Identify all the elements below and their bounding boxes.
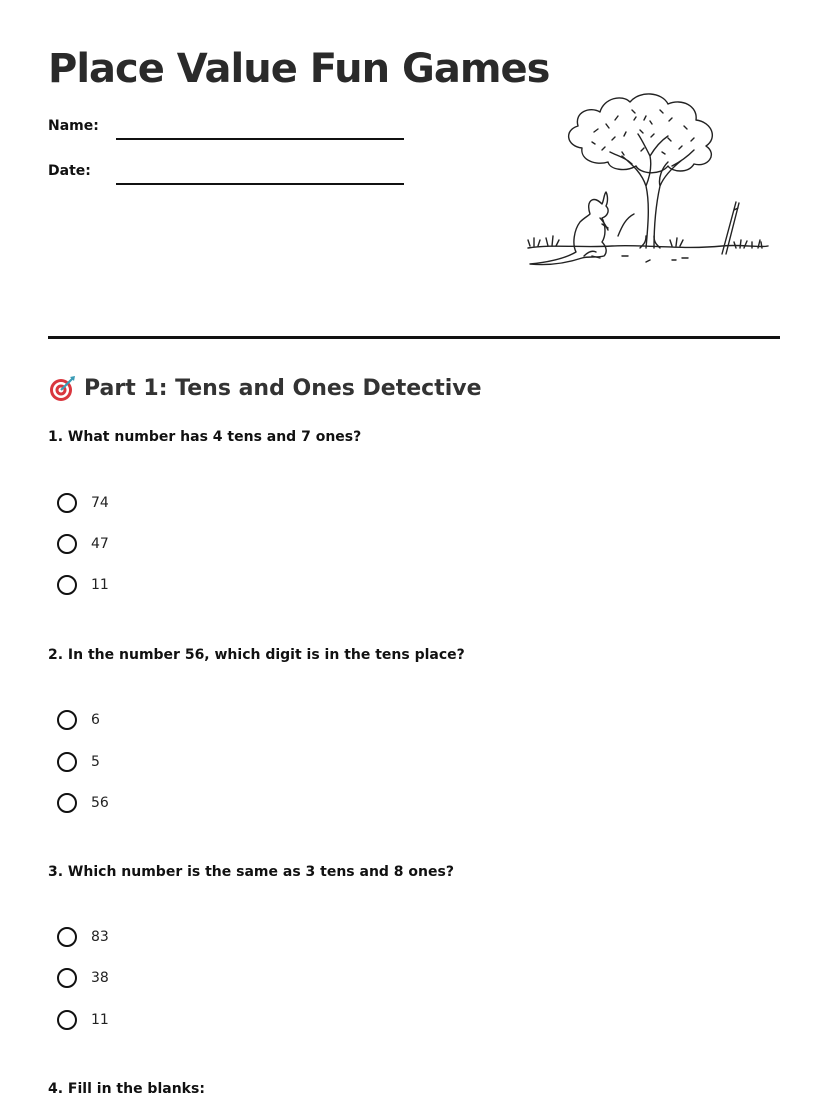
page-title: Place Value Fun Games [48, 46, 550, 92]
question-3: 3. Which number is the same as 3 tens and 8 ones? [48, 864, 454, 880]
date-label: Date: [48, 163, 91, 179]
radio-button[interactable] [57, 710, 77, 730]
section-title: Part 1: Tens and Ones Detective [84, 375, 482, 401]
q1-option-2[interactable] [57, 531, 109, 557]
option-label: 56 [91, 795, 109, 811]
q3-option-3[interactable] [57, 1007, 109, 1033]
option-label: 47 [91, 536, 109, 552]
question-4: 4. Fill in the blanks: [48, 1081, 205, 1097]
radio-button[interactable] [57, 793, 77, 813]
q2-option-3[interactable] [57, 790, 109, 816]
section-heading [48, 374, 482, 402]
q1-option-3[interactable] [57, 572, 109, 598]
radio-button[interactable] [57, 1010, 77, 1030]
name-field[interactable] [116, 138, 404, 140]
radio-button[interactable] [57, 575, 77, 595]
kangaroo-tree-illustration [522, 86, 770, 282]
q1-option-1[interactable] [57, 490, 109, 516]
option-label: 11 [91, 577, 109, 593]
section-divider [48, 336, 780, 339]
q3-option-1[interactable] [57, 924, 109, 950]
radio-button[interactable] [57, 752, 77, 772]
target-icon [48, 374, 76, 402]
radio-button[interactable] [57, 927, 77, 947]
option-label: 5 [91, 754, 100, 770]
option-label: 11 [91, 1012, 109, 1028]
radio-button[interactable] [57, 493, 77, 513]
radio-button[interactable] [57, 534, 77, 554]
option-label: 38 [91, 970, 109, 986]
question-1: 1. What number has 4 tens and 7 ones? [48, 429, 362, 445]
q2-option-1[interactable] [57, 707, 100, 733]
option-label: 6 [91, 712, 100, 728]
option-label: 83 [91, 929, 109, 945]
q3-option-2[interactable] [57, 965, 109, 991]
radio-button[interactable] [57, 968, 77, 988]
question-2: 2. In the number 56, which digit is in the tens place? [48, 647, 465, 663]
option-label: 74 [91, 495, 109, 511]
name-label: Name: [48, 118, 99, 134]
q2-option-2[interactable] [57, 749, 100, 775]
date-field[interactable] [116, 183, 404, 185]
